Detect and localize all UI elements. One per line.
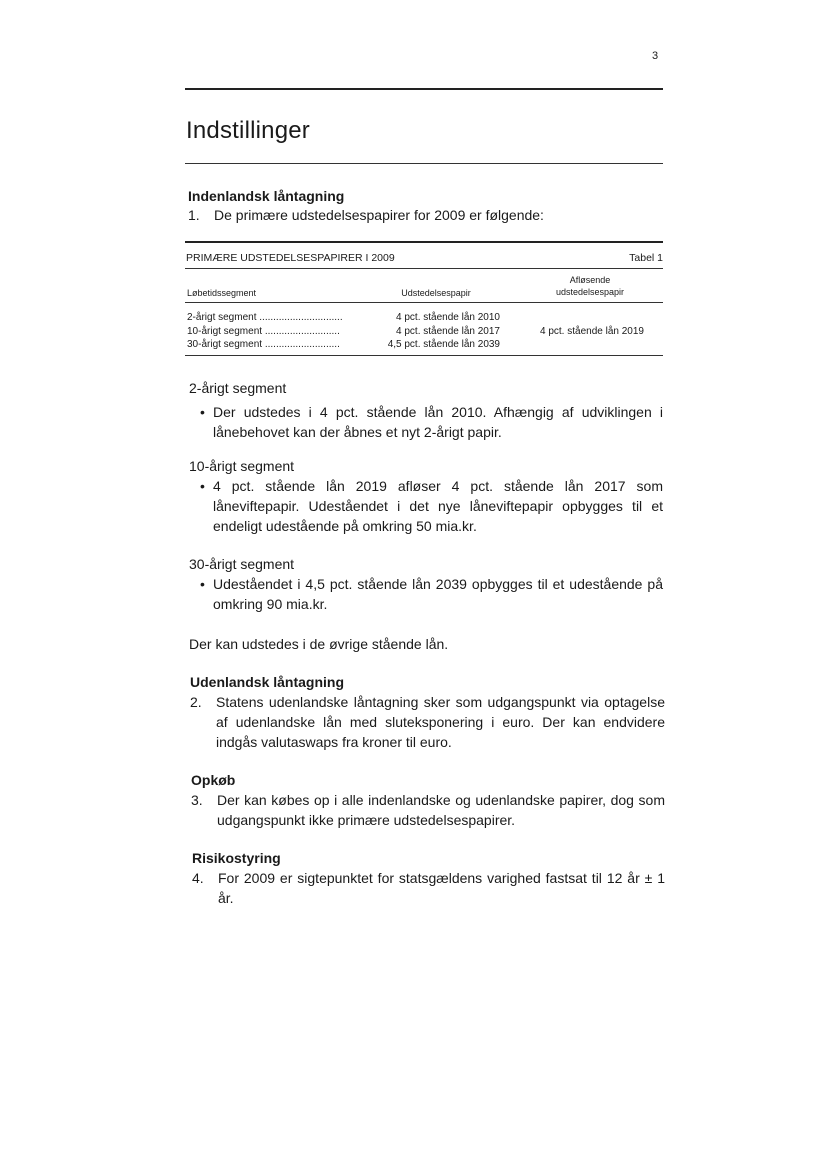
page-title: Indstillinger bbox=[186, 117, 310, 144]
segment-heading-2yr: 2-årigt segment bbox=[189, 380, 287, 396]
segment-heading-10yr: 10-årigt segment bbox=[189, 458, 295, 474]
table-title-rule bbox=[185, 268, 663, 269]
table-top-rule bbox=[185, 241, 663, 243]
item-text: Der kan købes op i alle indenlandske og udenlandske papirer, dog som udgangspunkt ikke primære udstedelsespapirer. bbox=[217, 792, 665, 828]
other-loans-text: Der kan udstedes i de øvrige stående lån. bbox=[189, 636, 449, 652]
column-header-replacement-line1: Afløsende bbox=[569, 275, 611, 285]
leader-dots: ........................... bbox=[264, 339, 340, 350]
item-number: 3. bbox=[191, 792, 203, 808]
bullet-item-2yr bbox=[200, 402, 663, 442]
paper-cell: 4 pct. stående lån 2017 bbox=[396, 326, 500, 337]
numbered-item-2 bbox=[190, 692, 665, 752]
replacement-cell: 4 pct. stående lån 2019 bbox=[540, 326, 644, 337]
section-heading-buyback: Opkøb bbox=[191, 772, 236, 788]
item-number: 2. bbox=[190, 694, 202, 710]
item-number: 1. bbox=[188, 207, 200, 223]
item-text: Statens udenlandske låntagning sker som udgangspunkt via optagelse af udenlandske lån med sluteksponering i euro. Der kan endvidere indgås valutaswaps fra kroner til euro. bbox=[216, 694, 665, 750]
bullet-text: 4 pct. stående lån 2019 afløser 4 pct. stående lån 2017 som låneviftepapir. Udeståendet i det nye låneviftepapir opbygges til et endeligt udestående på omkring 50 mia.kr. bbox=[213, 478, 663, 534]
item-text: For 2009 er sigtepunktet for statsgældens varighed fastsat til 12 år ± 1 år. bbox=[218, 870, 665, 906]
table-title: PRIMÆRE UDSTEDELSESPAPIRER I 2009 bbox=[186, 252, 395, 264]
segment-cell: 30-årigt segment bbox=[187, 339, 263, 350]
column-header-segment: Løbetidssegment bbox=[187, 288, 257, 298]
table-tag: Tabel 1 bbox=[629, 252, 663, 264]
table-row bbox=[187, 338, 362, 352]
leader-dots: .............................. bbox=[259, 312, 343, 323]
bullet-icon: • bbox=[200, 404, 205, 420]
table-header-rule bbox=[185, 302, 663, 303]
bullet-icon: • bbox=[200, 478, 205, 494]
table-bottom-rule bbox=[185, 355, 663, 356]
column-header-paper: Udstedelsespapir bbox=[401, 288, 471, 298]
item-text: De primære udstedelsespapirer for 2009 er følgende: bbox=[214, 207, 544, 223]
section-heading-risk: Risikostyring bbox=[192, 850, 281, 866]
section-heading-foreign: Udenlandsk låntagning bbox=[190, 674, 345, 690]
segment-cell: 10-årigt segment bbox=[187, 326, 263, 337]
segment-cell: 2-årigt segment bbox=[187, 312, 257, 323]
title-rule bbox=[185, 163, 663, 164]
column-header-replacement-line2: udstedelsespapir bbox=[555, 287, 625, 297]
top-rule bbox=[185, 88, 663, 90]
paper-cell: 4 pct. stående lån 2010 bbox=[396, 312, 500, 323]
bullet-item-10yr bbox=[200, 476, 663, 536]
page-number: 3 bbox=[652, 50, 659, 62]
paper-cell: 4,5 pct. stående lån 2039 bbox=[387, 339, 500, 350]
table-row bbox=[187, 325, 362, 339]
leader-dots: ........................... bbox=[264, 326, 340, 337]
segment-heading-30yr: 30-årigt segment bbox=[189, 556, 295, 572]
bullet-item-30yr bbox=[200, 574, 663, 614]
bullet-text: Der udstedes i 4 pct. stående lån 2010. Afhængig af udviklingen i lånebehovet kan der åbnes et nyt 2-årigt papir. bbox=[213, 404, 663, 440]
section-heading-domestic: Indenlandsk låntagning bbox=[188, 188, 345, 204]
numbered-item-1 bbox=[188, 205, 663, 225]
numbered-item-3 bbox=[191, 790, 665, 830]
numbered-item-4 bbox=[192, 868, 665, 908]
bullet-text: Udeståendet i 4,5 pct. stående lån 2039 opbygges til et udestående på omkring 90 mia.kr. bbox=[213, 576, 663, 612]
table-row bbox=[187, 311, 362, 325]
item-number: 4. bbox=[192, 870, 204, 886]
bullet-icon: • bbox=[200, 576, 205, 592]
